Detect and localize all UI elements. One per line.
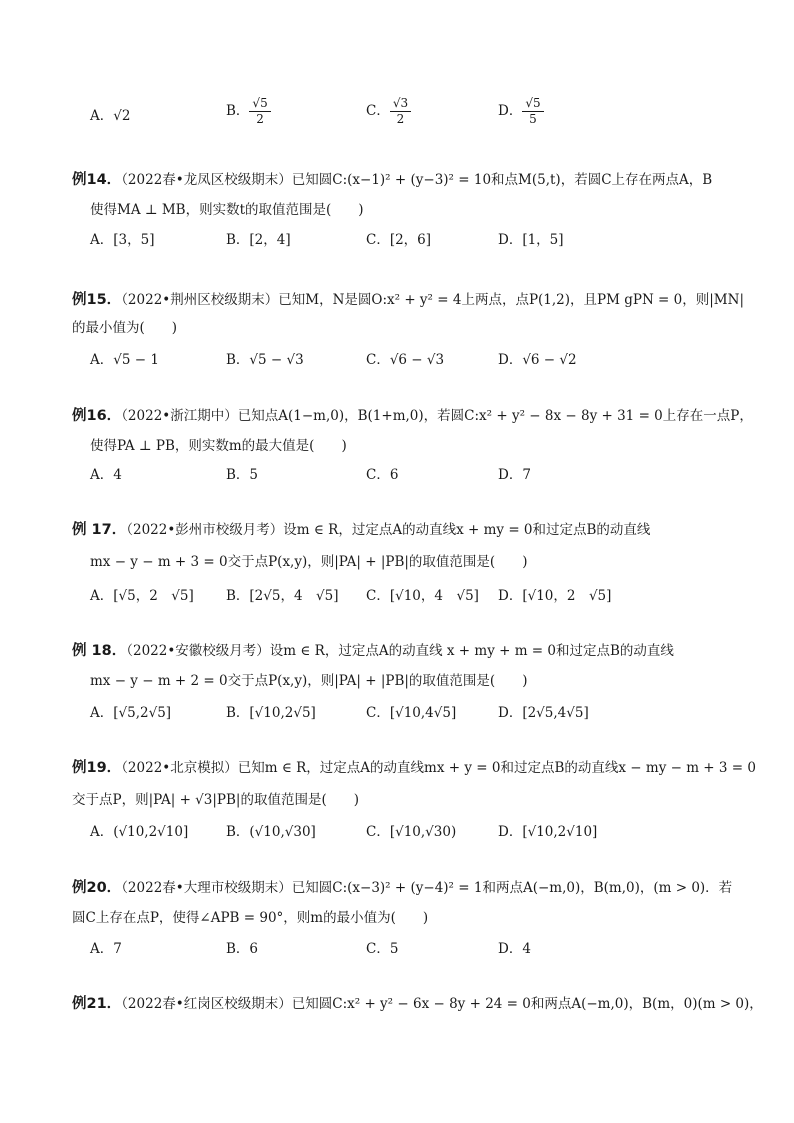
- problem-18-option-d: D．[2√5,4√5]: [498, 705, 589, 721]
- problem-20-option-b: B．6: [226, 941, 259, 957]
- problem-20-line-1: [72, 878, 732, 898]
- problem-text: （2022春•大理市校级期末）已知圆C:(x−3)² + (y−4)² = 1和两点A(−m,0)，B(m,0)，(m > 0)．若: [121, 880, 733, 896]
- problem-label: 例 17．: [72, 522, 127, 538]
- option-d: [498, 96, 544, 127]
- problem-18-option-c: C．[√10,4√5]: [366, 705, 457, 721]
- problem-15-option-a: A．√5 − 1: [90, 352, 159, 368]
- problem-text: （2022•荆州区校级期末）已知M，N是圆O:x² + y² = 4上两点，点P(1,2)，且PM gPN = 0，则|MN|: [121, 292, 744, 308]
- problem-17-option-d: D．[√10，2 √5]: [498, 588, 612, 604]
- fraction-numerator: √3: [390, 96, 411, 112]
- problem-14-line-1: [72, 170, 712, 190]
- problem-16-option-d: D．7: [498, 467, 531, 483]
- problem-19-option-d: D．[√10,2√10]: [498, 824, 598, 840]
- problem-20-option-c: C．5: [366, 941, 399, 957]
- problem-text: （2022春•龙凤区校级期末）已知圆C:(x−1)² + (y−3)² = 10和点M(5,t)，若圆C上存在两点A，B: [121, 172, 713, 188]
- problem-15-option-c: C．√6 − √3: [366, 352, 445, 368]
- problem-14-line-2: 使得MA ⊥ MB，则实数t的取值范围是( ): [90, 202, 364, 218]
- problem-19-option-b: B．(√10,√30]: [226, 824, 316, 840]
- option-d-label: D．: [498, 103, 523, 119]
- problem-15-line-1: [72, 290, 744, 310]
- fraction-numerator: √5: [249, 96, 270, 112]
- option-b: [226, 96, 271, 127]
- problem-16-option-c: C．6: [366, 467, 399, 483]
- problem-18-option-a: A．[√5,2√5]: [90, 705, 172, 721]
- fraction: [249, 96, 270, 127]
- problem-label: 例21．: [72, 996, 122, 1012]
- problem-17-option-c: C．[√10，4 √5]: [366, 588, 479, 604]
- problem-16-option-a: A．4: [90, 467, 122, 483]
- problem-19-line-2: 交于点P，则|PA| + √3|PB|的取值范围是( ): [72, 792, 359, 808]
- problem-text: （2022•彭州市校级月考）设m ∈ R，过定点A的动直线x + my = 0和过定点B的动直线: [126, 522, 651, 538]
- problem-14-option-d: D．[1，5]: [498, 232, 564, 248]
- problem-label: 例14．: [72, 172, 122, 188]
- problem-label: 例16．: [72, 408, 122, 424]
- option-c-label: C．: [366, 103, 390, 119]
- problem-text: （2022•安徽校级月考）设m ∈ R，过定点A的动直线 x + my + m = 0和过定点B的动直线: [126, 643, 674, 659]
- fraction: [390, 96, 411, 127]
- problem-20-line-2: 圆C上存在点P，使得∠APB = 90°，则m的最小值为( ): [72, 910, 429, 926]
- problem-19-option-a: A．(√10,2√10]: [90, 824, 189, 840]
- fraction: [522, 96, 543, 127]
- option-a: A．√2: [90, 108, 131, 124]
- problem-text: （2022春•红岗区校级期末）已知圆C:x² + y² − 6x − 8y + 24 = 0和两点A(−m,0)，B(m，0)(m > 0)，: [121, 996, 763, 1012]
- problem-16-option-b: B．5: [226, 467, 259, 483]
- problem-17-option-b: B．[2√5，4 √5]: [226, 588, 339, 604]
- problem-18-line-1: [72, 641, 674, 661]
- problem-14-option-b: B．[2，4]: [226, 232, 291, 248]
- problem-14-option-c: C．[2，6]: [366, 232, 432, 248]
- problem-16-line-2: 使得PA ⊥ PB，则实数m的最大值是( ): [90, 438, 347, 454]
- problem-16-line-1: [72, 406, 753, 426]
- problem-20-option-a: A．7: [90, 941, 122, 957]
- fraction-denominator: 5: [529, 112, 537, 126]
- problem-15-option-d: D．√6 − √2: [498, 352, 577, 368]
- problem-19-line-1: [72, 758, 756, 778]
- problem-17-line-1: [72, 520, 650, 540]
- problem-17-line-2: mx − y − m + 3 = 0交于点P(x,y)，则|PA| + |PB|的取值范围是( ): [90, 554, 528, 570]
- fraction-denominator: 2: [396, 112, 405, 126]
- problem-20-option-d: D．4: [498, 941, 531, 957]
- fraction-numerator: √5: [522, 96, 543, 112]
- option-b-label: B．: [226, 103, 250, 119]
- fraction-denominator: 2: [256, 112, 264, 126]
- problem-19-option-c: C．[√10,√30): [366, 824, 457, 840]
- problem-15-line-2: 的最小值为( ): [72, 320, 178, 336]
- problem-15-option-b: B．√5 − √3: [226, 352, 304, 368]
- problem-label: 例15．: [72, 292, 122, 308]
- problem-label: 例19．: [72, 760, 122, 776]
- problem-17-option-a: A．[√5，2 √5]: [90, 588, 194, 604]
- problem-21-line-1: [72, 994, 763, 1014]
- problem-14-option-a: A．[3，5]: [90, 232, 155, 248]
- problem-label: 例 18．: [72, 643, 127, 659]
- problem-label: 例20．: [72, 880, 122, 896]
- problem-18-line-2: mx − y − m + 2 = 0交于点P(x,y)，则|PA| + |PB|的取值范围是( ): [90, 673, 528, 689]
- problem-18-option-b: B．[√10,2√5]: [226, 705, 316, 721]
- problem-text: （2022•浙江期中）已知点A(1−m,0)，B(1+m,0)，若圆C:x² + y² − 8x − 8y + 31 = 0上存在一点P，: [121, 408, 753, 424]
- option-c: [366, 96, 411, 127]
- problem-text: （2022•北京模拟）已知m ∈ R，过定点A的动直线mx + y = 0和过定点B的动直线x − my − m + 3 = 0: [121, 760, 756, 776]
